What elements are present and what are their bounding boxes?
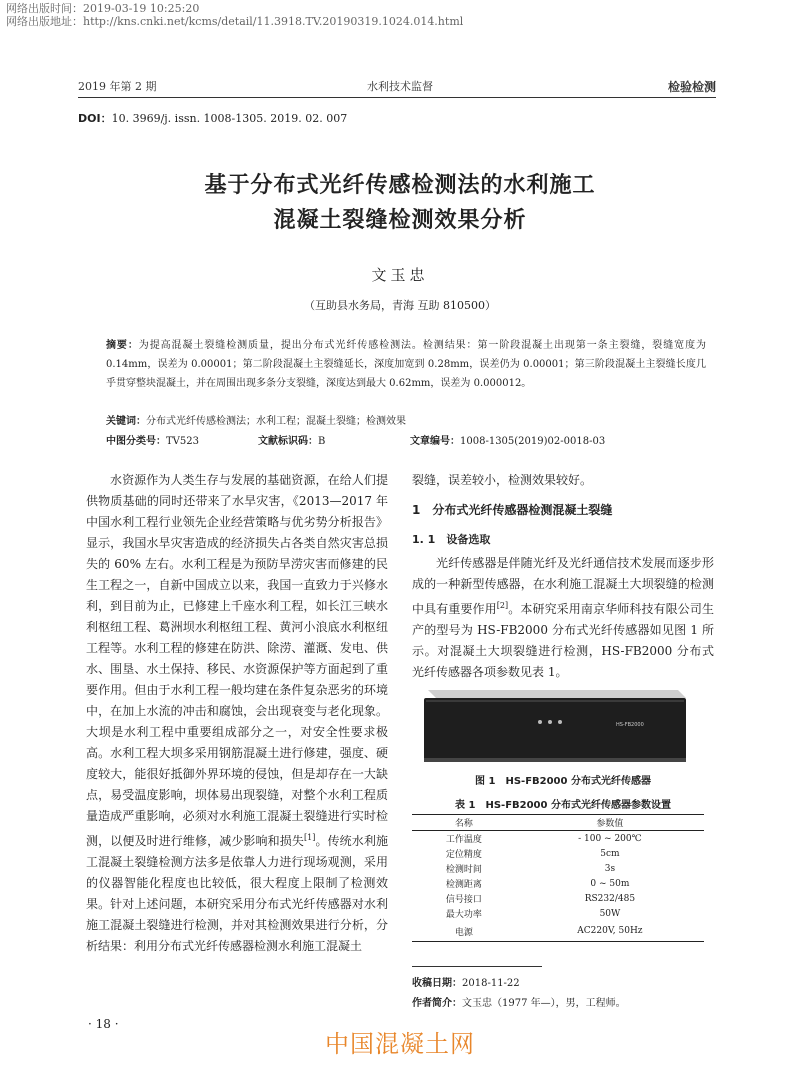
status-led-2 xyxy=(548,720,552,724)
table-cell: 最大功率 xyxy=(445,910,482,920)
table-row xyxy=(412,876,704,891)
intro-text-end: 。传统水利施工混凝土裂缝检测方法多是依靠人力进行现场观测，采用的仪器智能化程度也比较低，很大程度上限制了检测效果。针对上述问题，本研究采用分布式光纤传感器对水利施工混凝土裂缝进行检测，并对其检测效果进行分析，分析结果：利用分布式光纤传感器检测水利施工混凝土 xyxy=(86,834,388,953)
doi-value: 10. 3969/j. issn. 1008-1305. 2019. 02. 007 xyxy=(111,112,348,125)
doi-line xyxy=(78,110,347,126)
table-row xyxy=(412,921,704,942)
citation-1: [1] xyxy=(303,833,316,842)
table-cell: 5cm xyxy=(600,848,620,859)
abstract-label: 摘要： xyxy=(106,340,139,351)
cnki-publish-time: 网络出版时间：2019-03-19 10:25:20 xyxy=(6,2,200,15)
table-cell: - 100 ~ 200℃ xyxy=(578,833,642,844)
table-cell: 电源 xyxy=(412,921,516,942)
citation-2: [2] xyxy=(496,601,509,610)
page-number: · 18 · xyxy=(88,1017,119,1031)
clc-value: TV523 xyxy=(166,436,199,447)
device-front-panel xyxy=(424,698,686,760)
table-cell: 3s xyxy=(604,863,616,874)
received-date xyxy=(412,974,520,989)
table-header-value: 参数值 xyxy=(516,815,704,831)
intro-text: 水资源作为人类生存与发展的基础资源，在给人们提供物质基础的同时还带来了水旱灾害，《2013—2017 年中国水利工程行业领先企业经营策略与优劣势分析报告》显示，我国水旱灾害造成的经济损失占各类自然灾害总损失的 60% 左右。水利工程是为预防旱涝灾害而修建的民生工程之一，自新中国成立以来，我国一直致力于兴修水利，到目前为止，已修建上千座水利工程，如长江三峡水利枢纽工程、葛洲坝水利枢纽工程、黄河小浪底水利枢纽工程等。水利工程的修建在防洪、除涝、灌溉、发电、供水、围垦、水土保持、移民、水资源保护等方面起到了重要作用。但由于水利工程一般均建在条件复杂恶劣的环境中，在加上水流的冲击和腐蚀，会出现衰变与老化现象。大坝是水利工程中重要组成部分之一，对安全性要求极高。水利工程大坝多采用钢筋混凝土进行修建，强度、硬度较大，能很好抵御外界环境的侵蚀，但是却存在一大缺点，易受温度影响，坝体易出现裂缝，对整个水利工程质量造成严重影响，必须对水利施工混凝土裂缝进行实时检测，以便及时进行维修，减少影响和损失 xyxy=(86,473,388,848)
author-bio-value: 文玉忠（1977 年—），男，工程师。 xyxy=(462,998,626,1009)
table-cell: 50W xyxy=(599,908,621,919)
table-1-caption: 表 1 HS-FB2000 分布式光纤传感器参数设置 xyxy=(455,800,671,811)
affiliation: （互助县水务局，青海 互助 810500） xyxy=(304,299,496,312)
device-top-surface xyxy=(428,690,686,698)
equipment-text: 光纤传感器是伴随光纤及光纤通信技术发展而逐步形成的一种新型传感器，在水利施工混凝土大坝裂缝的检测中具有重要作用 xyxy=(412,556,714,616)
author-bio xyxy=(412,994,626,1009)
article-label: 文章编号： xyxy=(410,436,460,447)
header-issue: 2019 年第 2 期 xyxy=(78,80,157,93)
article-value: 1008-1305(2019)02-0018-03 xyxy=(460,436,606,447)
table-cell: 工作温度 xyxy=(445,835,482,845)
table-cell: 检测时间 xyxy=(445,865,482,875)
clc-number xyxy=(106,432,199,447)
table-cell: 信号接口 xyxy=(445,895,482,905)
doi-label: DOI： xyxy=(78,112,112,125)
table-row xyxy=(412,891,704,906)
figure-1-caption: 图 1 HS-FB2000 分布式光纤传感器 xyxy=(475,776,651,787)
author-name: 文玉忠 xyxy=(371,266,429,284)
footnote-rule xyxy=(412,966,542,967)
table-row xyxy=(412,906,704,921)
table-row xyxy=(412,831,704,847)
table-header-name: 名称 xyxy=(412,815,516,831)
table-1 xyxy=(412,814,704,942)
doc-value: B xyxy=(318,436,326,447)
body-left-column xyxy=(86,470,388,1010)
status-led-3 xyxy=(558,720,562,724)
section-1-heading: 1 分布式光纤传感器检测混凝土裂缝 xyxy=(412,503,613,517)
figure-1-device-image xyxy=(420,688,688,766)
cnki-publish-url[interactable]: 网络出版地址：http://kns.cnki.net/kcms/detail/11.3918.TV.20190319.1024.014.html xyxy=(6,15,464,28)
received-value: 2018-11-22 xyxy=(462,978,520,989)
intro-continuation: 裂缝，误差较小，检测效果较好。 xyxy=(412,473,593,487)
equipment-text-end: 。本研究采用南京华师科技有限公司生产的型号为 HS-FB2000 分布式光纤传感器如见图 1 所示。对混凝土大坝裂缝进行检测，HS-FB2000 分布式光纤传感器各项参数见表 1。 xyxy=(412,602,714,679)
clc-label: 中图分类号： xyxy=(106,436,166,447)
keywords-text: 分布式光纤传感检测法；水利工程；混凝土裂缝；检测效果 xyxy=(146,416,406,427)
header-rule xyxy=(78,97,716,98)
abstract xyxy=(106,336,706,393)
title-line-1: 基于分布式光纤传感检测法的水利施工 xyxy=(204,173,596,198)
table-cell: 检测距离 xyxy=(445,880,482,890)
table-cell: AC220V, 50Hz xyxy=(516,921,704,942)
table-cell: RS232/485 xyxy=(584,893,636,904)
keywords-label: 关键词： xyxy=(106,416,146,427)
doc-code xyxy=(258,432,325,447)
equipment-paragraph xyxy=(412,553,714,683)
table-cell: 定位精度 xyxy=(445,850,482,860)
doc-label: 文献标识码： xyxy=(258,436,318,447)
table-row xyxy=(412,846,704,861)
device-label: HS-FB2000 xyxy=(616,722,644,728)
keywords xyxy=(106,412,706,431)
article-number xyxy=(410,432,605,447)
header-section: 检验检测 xyxy=(667,80,716,94)
author-bio-label: 作者简介： xyxy=(412,998,462,1009)
body-right-column xyxy=(412,470,714,683)
title-line-2: 混凝土裂缝检测效果分析 xyxy=(273,208,527,233)
table-row xyxy=(412,861,704,876)
section-1-1-heading: 1. 1 设备选取 xyxy=(412,533,491,546)
watermark-text: 中国混凝土网 xyxy=(325,1030,475,1058)
table-cell: 0 ~ 50m xyxy=(590,878,630,889)
abstract-text: 为提高混凝土裂缝检测质量，提出分布式光纤传感检测法。检测结果：第一阶段混凝土出现第一条主裂缝，裂缝宽度为 0.14mm，误差为 0.00001；第二阶段混凝土主裂缝延长，深度加宽到 0.28mm，误差仍为 0.00001；第三阶段混凝土主裂缝长度几乎贯穿整块混凝土，并在周围出现多条分支裂缝，深度达到最大 0.62mm，误差为 0.000012。 xyxy=(106,340,707,389)
status-led-1 xyxy=(538,720,542,724)
received-label: 收稿日期： xyxy=(412,978,462,989)
intro-paragraph xyxy=(86,470,388,957)
header-journal: 水利技术监督 xyxy=(367,80,433,93)
